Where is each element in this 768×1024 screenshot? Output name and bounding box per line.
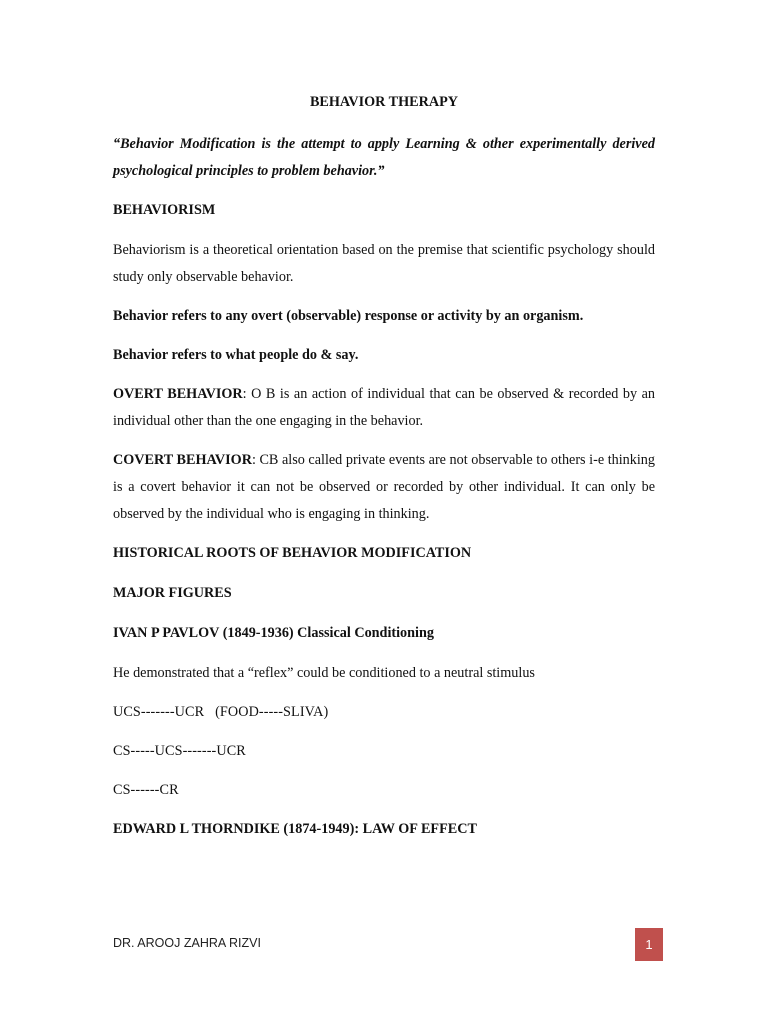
behavior-definition-2: Behavior refers to what people do & say. [113,347,359,363]
historical-roots-heading: HISTORICAL ROOTS OF BEHAVIOR MODIFICATION [113,545,472,561]
conditioning-line-1: UCS-------UCR (FOOD-----SLIVA) [113,704,329,720]
conditioning-line-3: CS------CR [113,782,179,798]
covert-behavior-text: : CB also called private events are not observable to others i-e thinking is a covert behavior it can not be observed or recorded by other individual. It can only be observed by the individual who is engaging in thinking. [113,452,655,522]
page-content [113,92,655,856]
conditioning-line-2: CS-----UCS-------UCR [113,743,246,759]
major-figures-heading: MAJOR FIGURES [113,585,232,601]
pavlov-paragraph: He demonstrated that a “reflex” could be conditioned to a neutral stimulus [113,665,535,681]
behaviorism-heading: BEHAVIORISM [113,202,216,218]
pavlov-heading: IVAN P PAVLOV (1849-1936) Classical Conditioning [113,625,434,641]
behaviorism-paragraph: Behaviorism is a theoretical orientation based on the premise that scientific psychology should study only observable behavior. [113,242,655,285]
definition-quote: “Behavior Modification is the attempt to apply Learning & other experimentally derived psychological principles to problem behavior.” [113,136,655,179]
behavior-definition-1: Behavior refers to any overt (observable) response or activity by an organism. [113,308,584,324]
covert-behavior-paragraph [113,447,655,528]
thorndike-heading: EDWARD L THORNDIKE (1874-1949): LAW OF EFFECT [113,821,477,837]
overt-behavior-paragraph [113,381,655,435]
covert-behavior-label: COVERT BEHAVIOR [113,452,252,468]
document-title: BEHAVIOR THERAPY [309,94,459,110]
page-number-badge: 1 [635,928,663,961]
overt-behavior-label: OVERT BEHAVIOR [113,386,243,402]
overt-behavior-text: : O B is an action of individual that can be observed & recorded by an individual other than the one engaging in the behavior. [113,386,655,429]
footer-author: DR. AROOJ ZAHRA RIZVI [113,936,261,950]
